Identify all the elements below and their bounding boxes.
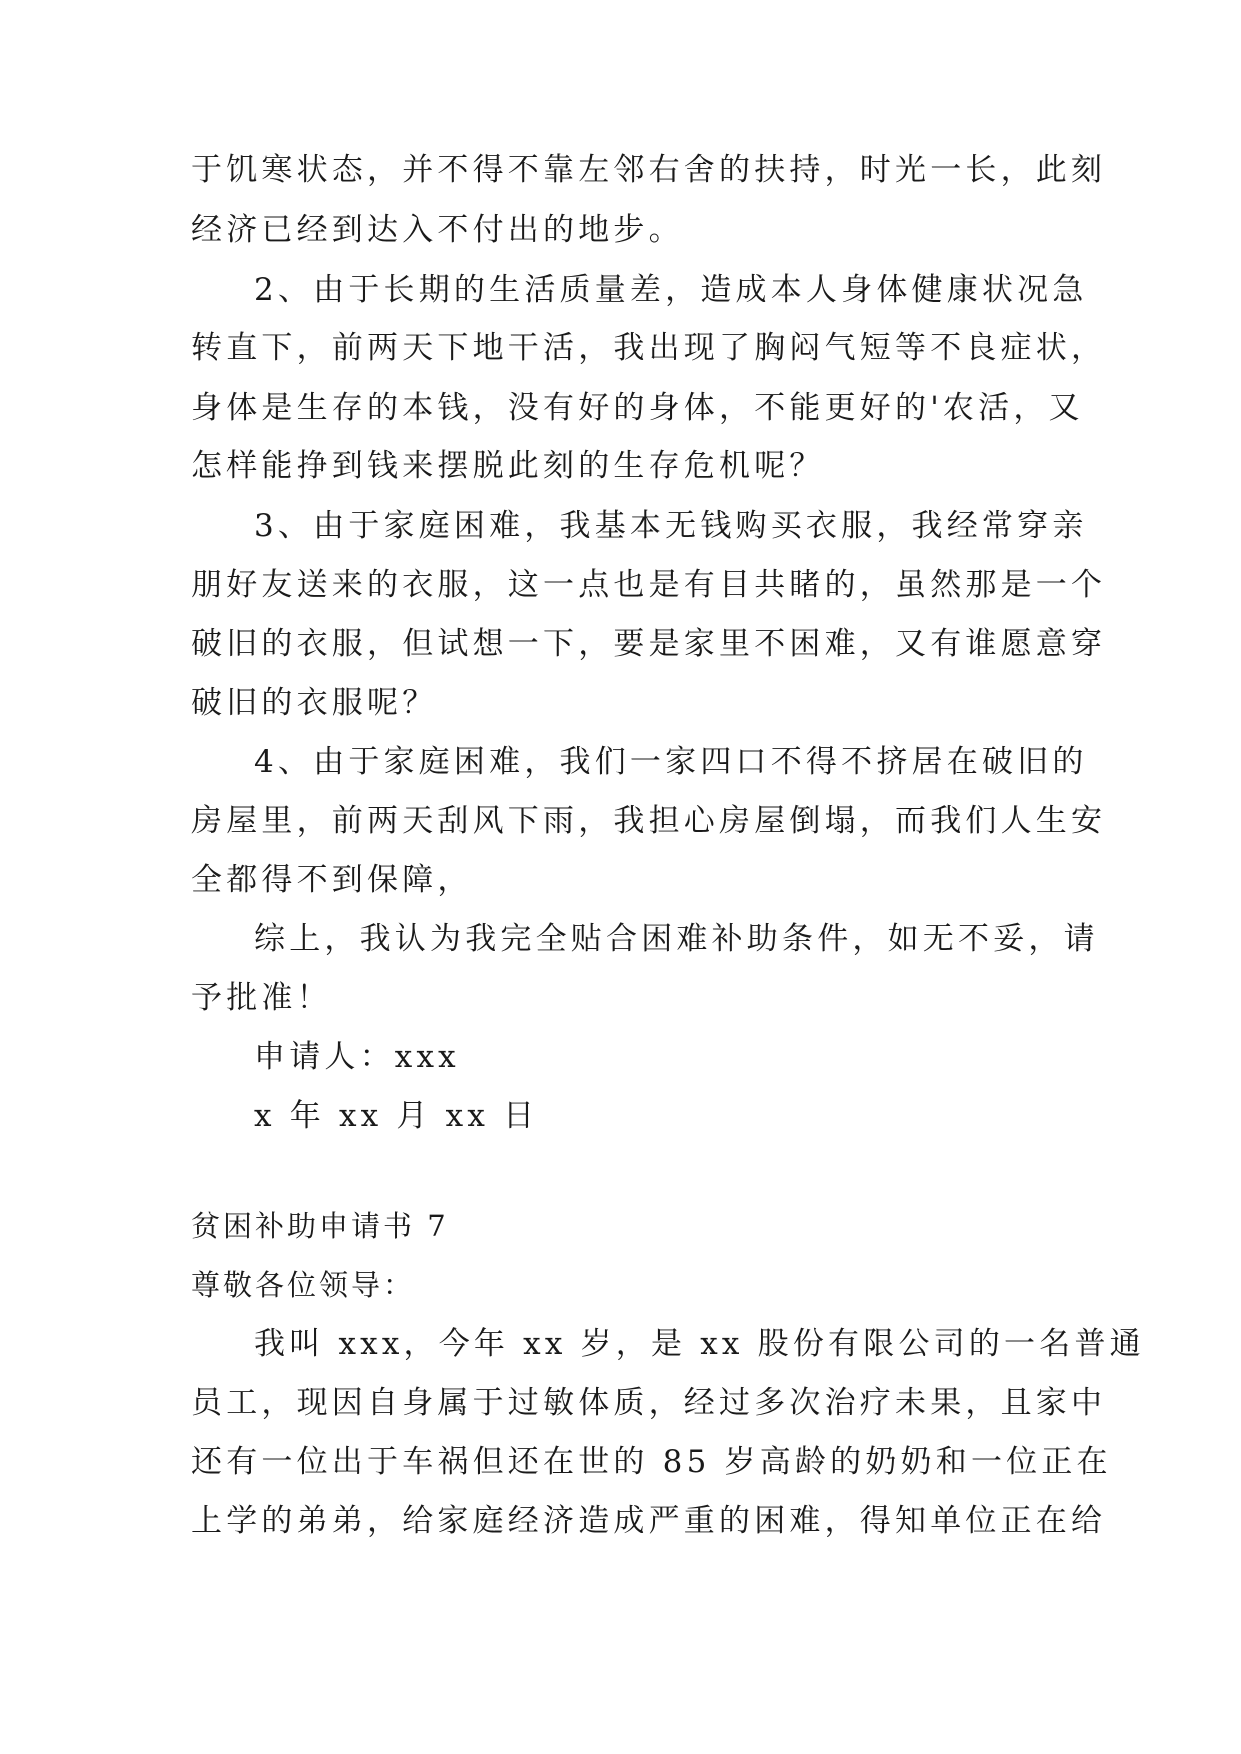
text-line: 房屋里，前两天刮风下雨，我担心房屋倒塌，而我们人生安	[191, 803, 1107, 839]
text-line: 上学的弟弟，给家庭经济造成严重的困难，得知单位正在给	[191, 1503, 1107, 1539]
text-line: 综上，我认为我完全贴合困难补助条件，如无不妥，请	[254, 921, 1099, 957]
text-line: 3、由于家庭困难，我基本无钱购买衣服，我经常穿亲	[254, 508, 1088, 544]
text-line: 破旧的衣服，但试想一下，要是家里不困难，又有谁愿意穿	[191, 626, 1107, 662]
text-line: 转直下，前两天下地干活，我出现了胸闷气短等不良症状，	[191, 330, 1107, 366]
text-line: 经济已经到达入不付出的地步。	[191, 212, 684, 248]
text-line: 身体是生存的本钱，没有好的身体，不能更好的'农活，又	[191, 390, 1084, 426]
text-line: 4、由于家庭困难，我们一家四口不得不挤居在破旧的	[254, 744, 1088, 780]
section-title: 贫困补助申请书 7	[191, 1209, 449, 1243]
text-line: 全都得不到保障，	[191, 862, 473, 898]
text-line: 破旧的衣服呢？	[191, 685, 438, 721]
salutation: 尊敬各位领导：	[191, 1268, 416, 1302]
date-line: x 年 xx 月 xx 日	[254, 1098, 539, 1134]
text-line: 朋好友送来的衣服，这一点也是有目共睹的，虽然那是一个	[191, 567, 1107, 603]
text-line: 还有一位出于车祸但还在世的 85 岁高龄的奶奶和一位正在	[191, 1444, 1112, 1480]
text-line: 员工，现因自身属于过敏体质，经过多次治疗未果，且家中	[191, 1385, 1107, 1421]
applicant-line: 申请人：xxx	[254, 1039, 460, 1075]
text-line: 怎样能挣到钱来摆脱此刻的生存危机呢？	[191, 448, 825, 484]
text-line: 我叫 xxx，今年 xx 岁，是 xx 股份有限公司的一名普通	[254, 1326, 1145, 1362]
text-line: 于饥寒状态，并不得不靠左邻右舍的扶持，时光一长，此刻	[191, 152, 1107, 188]
text-line: 2、由于长期的生活质量差，造成本人身体健康状况急	[254, 272, 1088, 308]
text-line: 予批准！	[191, 980, 332, 1016]
